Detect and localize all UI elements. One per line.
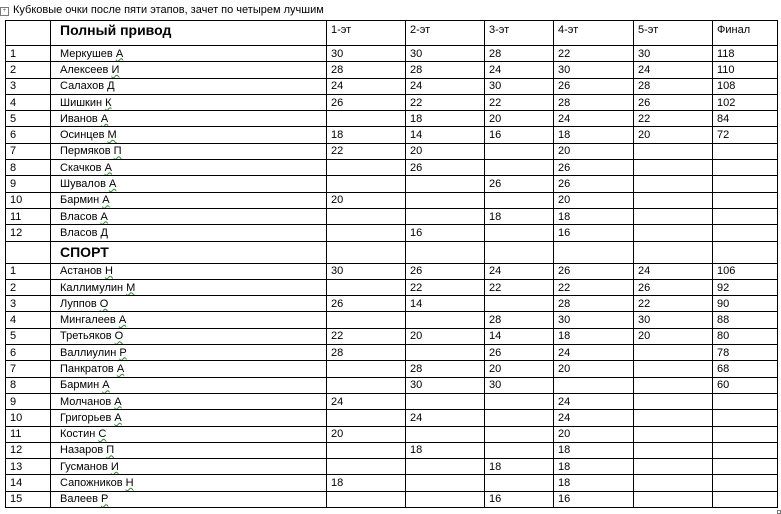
stage-score-cell: [406, 176, 485, 192]
final-score-cell: [713, 143, 778, 159]
spellcheck-marked-initial: А: [115, 47, 124, 60]
participant-name-cell: Власов А: [51, 208, 327, 224]
stage-score-cell: 28: [554, 296, 634, 312]
stage-score-cell: [327, 442, 406, 458]
stage-score-cell: [327, 208, 406, 224]
table-row: [6, 312, 778, 328]
table-row: [6, 377, 778, 393]
stage-score-cell: [327, 377, 406, 393]
stage-score-cell: 26: [554, 78, 634, 94]
final-score-cell: 80: [713, 328, 778, 344]
place-cell: 10: [6, 192, 51, 208]
participant-name-cell: Бармин А: [51, 377, 327, 393]
table-row: [6, 225, 778, 241]
stage-score-cell: [485, 393, 554, 409]
table-row: [6, 296, 778, 312]
participant-name-cell: Меркушев А: [51, 46, 327, 62]
participant-name-cell: Третьяков О: [51, 328, 327, 344]
final-score-cell: [713, 459, 778, 475]
participant-name-cell: Алексеев И: [51, 62, 327, 78]
stage-score-cell: 28: [634, 78, 713, 94]
stage-score-cell: [406, 459, 485, 475]
stage-score-cell: [634, 459, 713, 475]
place-cell: 7: [6, 361, 51, 377]
stage-score-cell: 30: [327, 46, 406, 62]
place-cell: 5: [6, 111, 51, 127]
spellcheck-marked-initial: А: [100, 112, 109, 125]
header-final: Финал: [713, 21, 778, 46]
document-title: Кубковые очки после пяти этапов, зачет по четырем лучшим: [13, 4, 324, 16]
stage-score-cell: 18: [554, 442, 634, 458]
spellcheck-marked-initial: А: [104, 161, 112, 174]
stage-score-cell: 20: [406, 328, 485, 344]
place-cell: 13: [6, 459, 51, 475]
stage-score-cell: 30: [634, 46, 713, 62]
spellcheck-marked-initial: К: [105, 96, 112, 109]
stage-score-cell: [634, 426, 713, 442]
participant-name-cell: Астанов Н: [51, 263, 327, 279]
stage-score-cell: 26: [554, 263, 634, 279]
table-row: [6, 279, 778, 295]
final-score-cell: 84: [713, 111, 778, 127]
spellcheck-marked-initial: Н: [104, 265, 113, 278]
participant-name-cell: Валлиулин Р: [51, 345, 327, 361]
spellcheck-marked-initial: Р: [119, 346, 127, 359]
place-cell: 9: [6, 393, 51, 409]
spellcheck-marked-initial: А: [102, 379, 110, 392]
stage-score-cell: 24: [485, 263, 554, 279]
final-score-cell: [713, 393, 778, 409]
final-score-cell: 102: [713, 94, 778, 110]
stage-score-cell: 24: [554, 345, 634, 361]
stage-score-cell: [634, 225, 713, 241]
stage-score-cell: 22: [406, 94, 485, 110]
stage-score-cell: 30: [554, 62, 634, 78]
stage-score-cell: [406, 192, 485, 208]
stage-score-cell: 16: [485, 491, 554, 507]
final-score-cell: [713, 192, 778, 208]
stage-score-cell: 20: [554, 192, 634, 208]
stage-score-cell: [634, 410, 713, 426]
stage-score-cell: 20: [554, 143, 634, 159]
stage-score-cell: 26: [327, 94, 406, 110]
spellcheck-marked-initial: С: [98, 428, 107, 441]
results-table: [5, 20, 778, 508]
stage-score-cell: 22: [485, 94, 554, 110]
table-row: [6, 94, 778, 110]
table-row: [6, 192, 778, 208]
participant-name-cell: Гусманов И: [51, 459, 327, 475]
stage-score-cell: 28: [485, 312, 554, 328]
table-row: [6, 442, 778, 458]
stage-score-cell: [327, 225, 406, 241]
spellcheck-marked-initial: А: [108, 178, 117, 191]
stage-score-cell: 16: [485, 127, 554, 143]
stage-score-cell: [634, 393, 713, 409]
stage-score-cell: 22: [327, 328, 406, 344]
spellcheck-marked-initial: А: [102, 194, 110, 207]
place-cell: 12: [6, 442, 51, 458]
stage-score-cell: [485, 225, 554, 241]
table-row: [6, 46, 778, 62]
stage-score-cell: 24: [554, 111, 634, 127]
stage-score-cell: 26: [406, 263, 485, 279]
place-cell: 11: [6, 208, 51, 224]
spellcheck-marked-initial: П: [106, 444, 115, 457]
stage-score-cell: [406, 208, 485, 224]
participant-name-cell: Салахов Д: [51, 78, 327, 94]
stage-score-cell: 20: [634, 328, 713, 344]
stage-score-cell: 26: [554, 160, 634, 176]
stage-score-cell: 18: [554, 459, 634, 475]
stage-score-cell: [485, 160, 554, 176]
stage-score-cell: 30: [634, 312, 713, 328]
place-cell: 2: [6, 62, 51, 78]
table-row: [6, 328, 778, 344]
participant-name-cell: Молчанов А: [51, 393, 327, 409]
final-score-cell: 106: [713, 263, 778, 279]
table-row: [6, 143, 778, 159]
final-score-cell: [713, 208, 778, 224]
table-row: [6, 475, 778, 491]
place-cell: 7: [6, 143, 51, 159]
stage-score-cell: 18: [485, 459, 554, 475]
stage-score-cell: 24: [634, 263, 713, 279]
table-row: [6, 176, 778, 192]
stage-score-cell: 30: [406, 46, 485, 62]
empty-cell: [634, 241, 713, 263]
spellcheck-marked-initial: О: [99, 297, 109, 310]
stage-score-cell: [406, 491, 485, 507]
stage-score-cell: 16: [554, 491, 634, 507]
stage-score-cell: 18: [406, 442, 485, 458]
stage-score-cell: 26: [485, 176, 554, 192]
stage-score-cell: 26: [554, 176, 634, 192]
table-row: [6, 62, 778, 78]
stage-score-cell: 26: [406, 160, 485, 176]
participant-name-cell: Шишкин К: [51, 94, 327, 110]
header-stage-1: 1-эт: [327, 21, 406, 46]
stage-score-cell: [634, 143, 713, 159]
place-cell: 10: [6, 410, 51, 426]
spellcheck-marked-initial: Р: [101, 493, 109, 506]
place-cell: 8: [6, 160, 51, 176]
stage-score-cell: 30: [554, 312, 634, 328]
final-score-cell: 118: [713, 46, 778, 62]
empty-cell: [554, 241, 634, 263]
table-row: [6, 345, 778, 361]
stage-score-cell: 14: [406, 296, 485, 312]
stage-score-cell: 28: [554, 94, 634, 110]
spellcheck-marked-initial: И: [111, 63, 120, 76]
place-cell: 1: [6, 263, 51, 279]
stage-score-cell: [554, 377, 634, 393]
spellcheck-marked-initial: П: [113, 145, 122, 158]
final-score-cell: 60: [713, 377, 778, 393]
final-score-cell: [713, 176, 778, 192]
stage-score-cell: 20: [327, 192, 406, 208]
stage-score-cell: 28: [406, 62, 485, 78]
empty-cell: [485, 241, 554, 263]
spellcheck-marked-initial: А: [118, 314, 127, 327]
stage-score-cell: [327, 459, 406, 475]
final-score-cell: [713, 225, 778, 241]
stage-score-cell: [327, 176, 406, 192]
final-score-cell: [713, 410, 778, 426]
place-cell: 3: [6, 78, 51, 94]
participant-name-cell: Каллимулин М: [51, 279, 327, 295]
place-cell: 4: [6, 312, 51, 328]
final-score-cell: 108: [713, 78, 778, 94]
stage-score-cell: [327, 410, 406, 426]
stage-score-cell: 22: [485, 279, 554, 295]
place-cell: 12: [6, 225, 51, 241]
header-stage-5: 5-эт: [634, 21, 713, 46]
table-row: [6, 78, 778, 94]
stage-score-cell: 18: [327, 475, 406, 491]
stage-score-cell: 20: [485, 111, 554, 127]
spellcheck-marked-initial: Н: [125, 477, 134, 490]
stage-score-cell: [406, 312, 485, 328]
stage-score-cell: 20: [554, 361, 634, 377]
spellcheck-marked-initial: А: [100, 210, 108, 223]
stage-score-cell: 14: [485, 328, 554, 344]
section-title-sport: СПОРТ: [51, 241, 327, 263]
stage-score-cell: [634, 160, 713, 176]
header-stage-3: 3-эт: [485, 21, 554, 46]
participant-name-cell: Власов Д: [51, 225, 327, 241]
final-score-cell: 92: [713, 279, 778, 295]
table-row: [6, 410, 778, 426]
stage-score-cell: [634, 475, 713, 491]
stage-score-cell: 18: [554, 127, 634, 143]
stage-score-cell: [327, 491, 406, 507]
stage-score-cell: [485, 410, 554, 426]
stage-score-cell: [327, 279, 406, 295]
stage-score-cell: 20: [485, 361, 554, 377]
stage-score-cell: 26: [485, 345, 554, 361]
stage-score-cell: 30: [485, 377, 554, 393]
stage-score-cell: [485, 296, 554, 312]
stage-score-cell: 28: [327, 62, 406, 78]
final-score-cell: [713, 426, 778, 442]
document-title-line: [0, 3, 324, 17]
header-row: [6, 21, 778, 46]
place-cell: 2: [6, 279, 51, 295]
stage-score-cell: [634, 377, 713, 393]
stage-score-cell: 30: [485, 78, 554, 94]
place-cell: 11: [6, 426, 51, 442]
stage-score-cell: [406, 345, 485, 361]
table-row: [6, 127, 778, 143]
stage-score-cell: 22: [634, 111, 713, 127]
participant-name-cell: Пермяков П: [51, 143, 327, 159]
stage-score-cell: 18: [485, 208, 554, 224]
stage-score-cell: 16: [554, 225, 634, 241]
spellcheck-marked-initial: А: [114, 395, 122, 408]
stage-score-cell: 22: [554, 279, 634, 295]
stage-score-cell: 20: [327, 426, 406, 442]
stage-score-cell: 26: [327, 296, 406, 312]
stage-score-cell: [485, 143, 554, 159]
table-row: [6, 426, 778, 442]
participant-name-cell: Назаров П: [51, 442, 327, 458]
final-score-cell: [713, 475, 778, 491]
spellcheck-marked-initial: А: [114, 411, 122, 424]
table-row: [6, 361, 778, 377]
spellcheck-marked-initial: Д: [107, 80, 115, 93]
place-cell: 6: [6, 345, 51, 361]
final-score-cell: [713, 160, 778, 176]
participant-name-cell: Осинцев М: [51, 127, 327, 143]
stage-score-cell: 24: [554, 410, 634, 426]
stage-score-cell: [634, 442, 713, 458]
stage-score-cell: 24: [406, 410, 485, 426]
empty-cell: [713, 241, 778, 263]
stage-score-cell: 30: [327, 263, 406, 279]
spellcheck-marked-initial: Д: [100, 226, 108, 239]
table-row: [6, 208, 778, 224]
stage-score-cell: 14: [406, 127, 485, 143]
empty-cell: [327, 241, 406, 263]
stage-score-cell: [485, 442, 554, 458]
stage-score-cell: [327, 312, 406, 328]
stage-score-cell: [634, 361, 713, 377]
stage-score-cell: 30: [406, 377, 485, 393]
stage-score-cell: [485, 426, 554, 442]
spellcheck-marked-initial: М: [107, 129, 117, 142]
table-resize-handle[interactable]: [777, 510, 781, 514]
stage-score-cell: [485, 192, 554, 208]
stage-score-cell: [634, 491, 713, 507]
place-cell: 15: [6, 491, 51, 507]
place-cell: 6: [6, 127, 51, 143]
stage-score-cell: 26: [634, 94, 713, 110]
stage-score-cell: [634, 208, 713, 224]
header-stage-2: 2-эт: [406, 21, 485, 46]
participant-name-cell: Григорьев А: [51, 410, 327, 426]
stage-score-cell: [406, 393, 485, 409]
stage-score-cell: 22: [327, 143, 406, 159]
spellcheck-marked-initial: О: [114, 330, 124, 343]
header-stage-4: 4-эт: [554, 21, 634, 46]
stage-score-cell: 16: [406, 225, 485, 241]
table-row: [6, 459, 778, 475]
stage-score-cell: 22: [554, 46, 634, 62]
table-row: [6, 491, 778, 507]
participant-name-cell: Мингалеев А: [51, 312, 327, 328]
table-row: [6, 111, 778, 127]
final-score-cell: 90: [713, 296, 778, 312]
stage-score-cell: 20: [634, 127, 713, 143]
stage-score-cell: [634, 345, 713, 361]
stage-score-cell: 28: [327, 345, 406, 361]
table-row: [6, 393, 778, 409]
stage-score-cell: [327, 160, 406, 176]
header-num-cell: [6, 21, 51, 46]
stage-score-cell: [406, 426, 485, 442]
participant-name-cell: Валеев Р: [51, 491, 327, 507]
final-score-cell: 88: [713, 312, 778, 328]
stage-score-cell: 18: [327, 127, 406, 143]
stage-score-cell: [327, 111, 406, 127]
participant-name-cell: Иванов А: [51, 111, 327, 127]
final-score-cell: [713, 442, 778, 458]
stage-score-cell: 24: [554, 393, 634, 409]
stage-score-cell: 20: [406, 143, 485, 159]
place-cell: 4: [6, 94, 51, 110]
spellcheck-marked-initial: И: [110, 460, 119, 473]
stage-score-cell: 24: [327, 393, 406, 409]
empty-cell: [406, 241, 485, 263]
place-cell: 14: [6, 475, 51, 491]
final-score-cell: 72: [713, 127, 778, 143]
stage-score-cell: 18: [554, 475, 634, 491]
stage-score-cell: 28: [406, 361, 485, 377]
table-row: [6, 160, 778, 176]
stage-score-cell: 26: [634, 279, 713, 295]
stage-score-cell: [485, 475, 554, 491]
final-score-cell: 68: [713, 361, 778, 377]
participant-name-cell: Скачков А: [51, 160, 327, 176]
participant-name-cell: Панкратов А: [51, 361, 327, 377]
section-header-row: [6, 241, 778, 263]
table-move-handle-icon[interactable]: +: [0, 7, 9, 16]
stage-score-cell: 24: [327, 78, 406, 94]
stage-score-cell: [634, 192, 713, 208]
place-cell: 1: [6, 46, 51, 62]
stage-score-cell: 20: [554, 426, 634, 442]
place-cell: 3: [6, 296, 51, 312]
participant-name-cell: Луппов О: [51, 296, 327, 312]
stage-score-cell: [327, 361, 406, 377]
participant-name-cell: Костин С: [51, 426, 327, 442]
table-row: [6, 263, 778, 279]
participant-name-cell: Сапожников Н: [51, 475, 327, 491]
stage-score-cell: 22: [406, 279, 485, 295]
stage-score-cell: 22: [634, 296, 713, 312]
final-score-cell: 78: [713, 345, 778, 361]
place-cell: 9: [6, 176, 51, 192]
empty-cell: [6, 241, 51, 263]
stage-score-cell: 18: [406, 111, 485, 127]
stage-score-cell: 24: [485, 62, 554, 78]
spellcheck-marked-initial: М: [126, 281, 136, 294]
stage-score-cell: 28: [485, 46, 554, 62]
stage-score-cell: 18: [554, 208, 634, 224]
participant-name-cell: Бармин А: [51, 192, 327, 208]
final-score-cell: 110: [713, 62, 778, 78]
stage-score-cell: [634, 176, 713, 192]
place-cell: 8: [6, 377, 51, 393]
final-score-cell: [713, 491, 778, 507]
stage-score-cell: [406, 475, 485, 491]
spellcheck-marked-initial: А: [116, 362, 125, 375]
place-cell: 5: [6, 328, 51, 344]
stage-score-cell: 24: [634, 62, 713, 78]
participant-name-cell: Шувалов А: [51, 176, 327, 192]
section-title-full-drive: Полный привод: [51, 21, 327, 46]
stage-score-cell: 24: [406, 78, 485, 94]
stage-score-cell: 18: [554, 328, 634, 344]
